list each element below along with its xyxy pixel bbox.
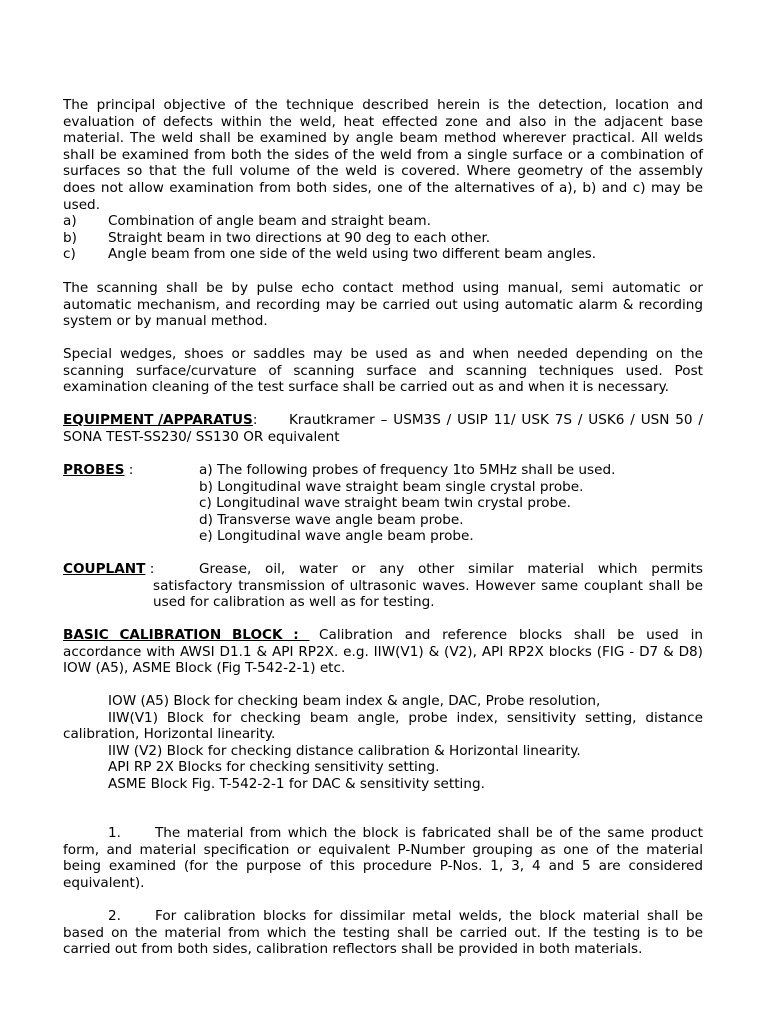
calibration-heading: BASIC CALIBRATION BLOCK :	[63, 627, 310, 643]
couplant-heading: COUPLANT	[63, 561, 146, 577]
numbered-item-1	[63, 825, 703, 891]
couplant-text: used for calibration as well as for testing.	[153, 594, 435, 611]
intro-line: does not allow examination from both sides, one of the alternatives of a), b) and c) may be	[63, 179, 703, 196]
block-iiw-v1: IIW(V1) Block for checking beam angle, probe index, sensitivity setting, distance	[108, 709, 703, 726]
intro-line: shall be examined from both the sides of the weld from a single surface or a combination of	[63, 146, 703, 163]
intro-line: The principal objective of the technique described herein is the detection, location and	[63, 97, 703, 113]
calibration-section	[63, 627, 703, 677]
probe-item: b) Longitudinal wave straight beam single crystal probe.	[199, 478, 584, 495]
couplant-text: Grease, oil, water or any other similar material which permits	[199, 561, 703, 577]
couplant-text: satisfactory transmission of ultrasonic waves. However same couplant shall be	[153, 577, 703, 594]
equipment-colon: :	[252, 412, 258, 428]
equipment-line	[63, 412, 703, 429]
scanning-line: automatic mechanism, and recording may be carried out using automatic alarm & recording	[63, 296, 703, 313]
alternative-item	[63, 230, 703, 247]
equipment-models: Krautkramer – USM3S / USIP 11/ USK 7S / USK6 / USN 50 /	[289, 412, 703, 428]
alternative-text: Angle beam from one side of the weld using two different beam angles.	[108, 246, 597, 263]
wedges-line: scanning surface/curvature of scanning surface and scanning techniques used. Post	[63, 362, 703, 379]
probes-heading: PROBES	[63, 462, 125, 478]
numbered-text: form, and material specification or equivalent P-Number grouping as one of the material	[63, 841, 703, 858]
equipment-section	[63, 412, 703, 445]
equipment-models-cont: SONA TEST-SS230/ SS130 OR equivalent	[63, 428, 340, 445]
block-iiw-v1-cont: calibration, Horizontal linearity.	[63, 726, 276, 743]
calibration-line	[63, 627, 703, 644]
probes-label	[63, 462, 133, 479]
block-asme: ASME Block Fig. T-542-2-1 for DAC & sensitivity setting.	[108, 775, 485, 792]
intro-line: evaluation of defects within the weld, heat effected zone and also in the adjacent base	[63, 113, 703, 130]
item-number: 1.	[108, 825, 121, 841]
calibration-text: IOW (A5), ASME Block (Fig T-542-2-1) etc.	[63, 660, 346, 677]
blocks-list	[63, 693, 703, 793]
couplant-line	[63, 561, 703, 578]
equipment-heading: EQUIPMENT /APPARATUS	[63, 412, 253, 428]
scanning-line: The scanning shall be by pulse echo contact method using manual, semi automatic or	[63, 280, 703, 296]
list-marker: c)	[63, 246, 76, 263]
probe-item: e) Longitudinal wave angle beam probe.	[199, 528, 474, 545]
alternative-item	[63, 213, 703, 230]
block-iow: IOW (A5) Block for checking beam index & angle, DAC, Probe resolution,	[108, 693, 601, 709]
intro-line: material. The weld shall be examined by angle beam method wherever practical. All welds	[63, 130, 703, 147]
wedges-line: examination cleaning of the test surface shall be carried out as and when it is necessary.	[63, 379, 669, 396]
numbered-first-line	[63, 825, 703, 842]
alternative-text: Straight beam in two directions at 90 deg to each other.	[108, 229, 491, 246]
couplant-section	[63, 561, 703, 611]
calibration-text: accordance with AWSI D1.1 & API RP2X. e.g. IIW(V1) & (V2), API RP2X blocks (FIG - D7 & D8)	[63, 643, 703, 660]
block-api: API RP 2X Blocks for checking sensitivity setting.	[108, 759, 440, 776]
intro-line: surfaces so that the full volume of the weld is covered. Where geometry of the assembly	[63, 163, 703, 180]
wedges-paragraph	[63, 346, 703, 396]
numbered-item-2	[63, 908, 703, 958]
probe-item: a) The following probes of frequency 1to 5MHz shall be used.	[199, 462, 616, 478]
calibration-text: Calibration and reference blocks shall be used in	[319, 627, 703, 643]
wedges-line: Special wedges, shoes or saddles may be used as and when needed depending on the	[63, 346, 703, 362]
item-number: 2.	[108, 908, 121, 924]
numbered-text: The material from which the block is fabricated shall be of the same product	[155, 825, 703, 841]
probe-item: d) Transverse wave angle beam probe.	[199, 511, 464, 528]
scanning-paragraph	[63, 280, 703, 330]
numbered-text: For calibration blocks for dissimilar metal welds, the block material shall be	[155, 908, 703, 924]
numbered-text: carried out from both sides, calibration reflectors shall be provided in both materials.	[63, 941, 643, 958]
numbered-first-line	[63, 908, 703, 925]
intro-paragraph	[63, 97, 703, 263]
alternative-item	[63, 246, 703, 263]
alternative-text: Combination of angle beam and straight beam.	[108, 213, 431, 230]
probe-item: c) Longitudinal wave straight beam twin crystal probe.	[199, 495, 571, 512]
intro-line: used.	[63, 196, 101, 213]
couplant-colon: :	[145, 561, 155, 577]
probes-colon: :	[124, 462, 134, 478]
numbered-text: being examined (for the purpose of this procedure P-Nos. 1, 3, 4 and 5 are considered	[63, 858, 703, 875]
scanning-line: system or by manual method.	[63, 313, 268, 330]
numbered-text: equivalent).	[63, 874, 145, 891]
probes-section	[63, 462, 703, 545]
block-iiw-v2: IIW (V2) Block for checking distance calibration & Horizontal linearity.	[108, 742, 581, 759]
list-marker: a)	[63, 213, 77, 230]
numbered-text: based on the material from which the testing shall be carried out. If the testing is to be	[63, 924, 703, 941]
list-marker: b)	[63, 229, 77, 246]
